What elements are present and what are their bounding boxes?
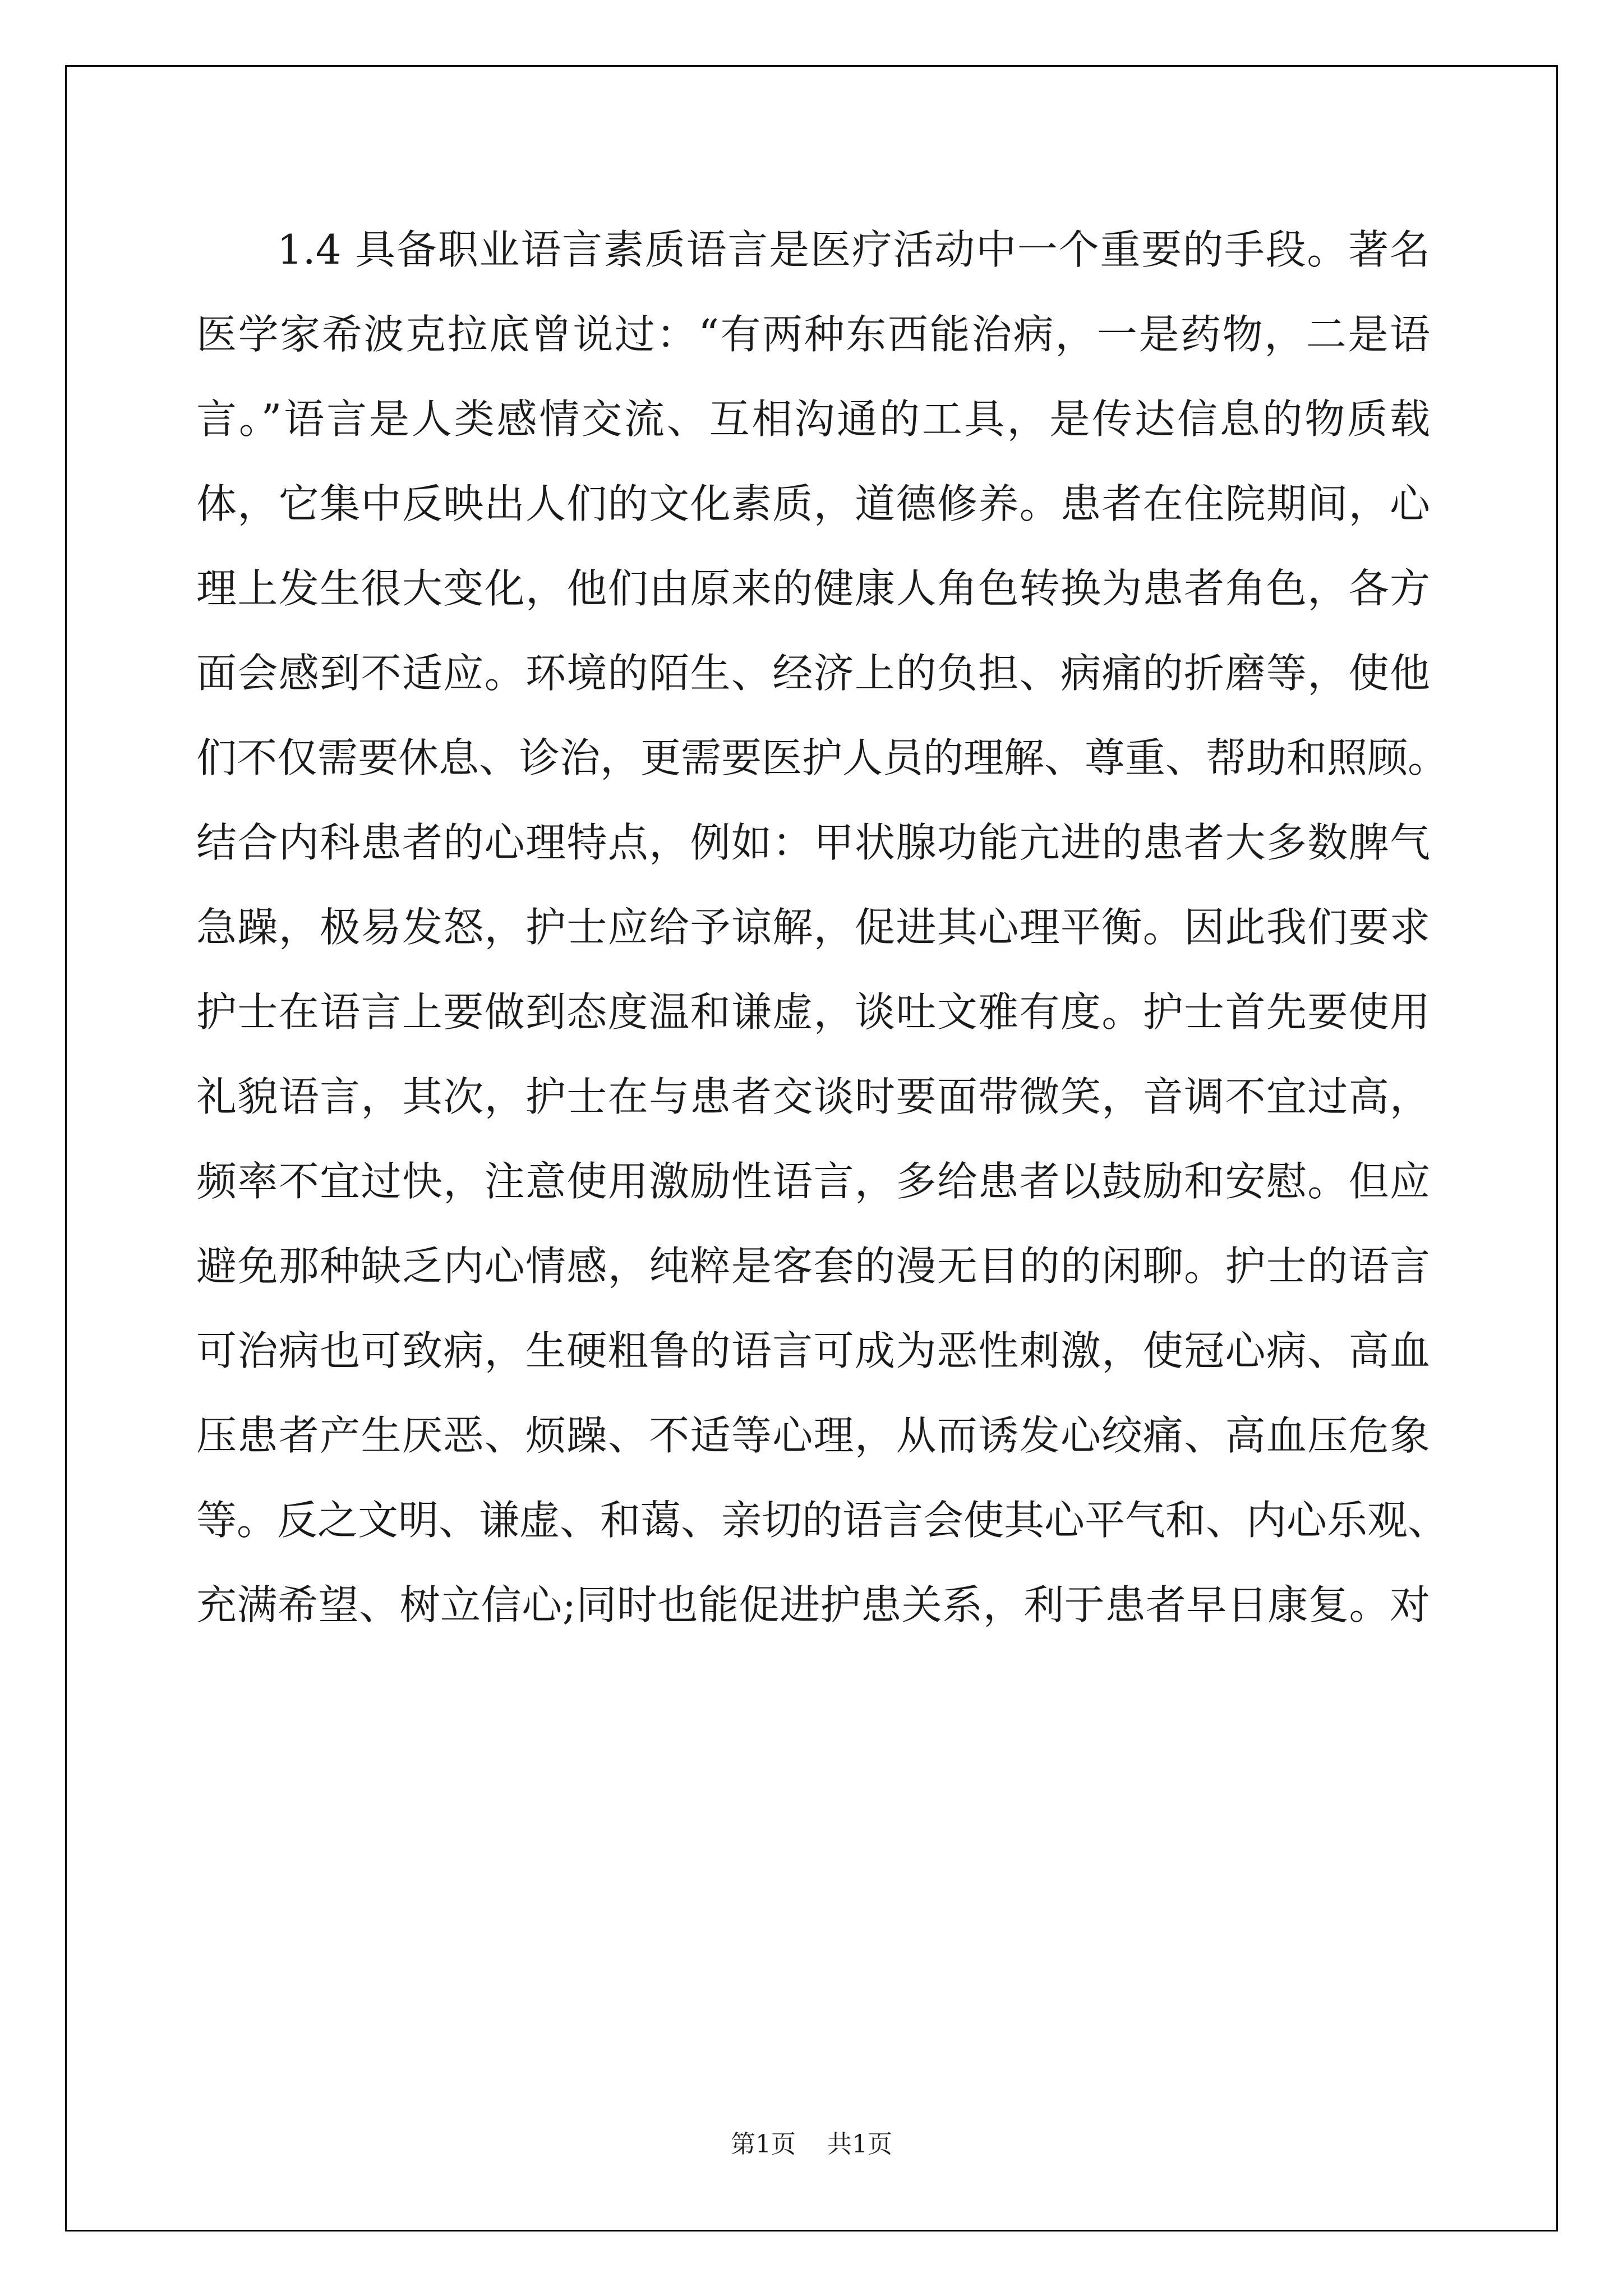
paragraph-line: 礼貌语言，其次，护士在与患者交谈时要面带微笑，音调不宜过高， [196,1073,1430,1120]
document-body [196,208,1449,1648]
paragraph-line: 护士在语言上要做到态度温和谦虚，谈吐文雅有度。护士首先要使用 [196,988,1430,1036]
paragraph-line: 体，它集中反映出人们的文化素质，道德修养。患者在住院期间，心 [196,480,1430,527]
paragraph-line: 结合内科患者的心理特点，例如：甲状腺功能亢进的患者大多数脾气 [196,819,1430,866]
paragraph-line: 言。”语言是人类感情交流、互相沟通的工具，是传达信息的物质载 [196,395,1430,443]
paragraph-line: 压患者产生厌恶、烦躁、不适等心理，从而诱发心绞痛、高血压危象 [196,1412,1430,1459]
paragraph-line: 医学家希波克拉底曾说过：“有两种东西能治病，一是药物，二是语 [196,311,1430,358]
paragraph-line: 等。反之文明、谦虚、和蔼、亲切的语言会使其心平气和、内心乐观、 [196,1497,1449,1544]
paragraph-line: 避免那种缺乏内心情感，纯粹是客套的漫无目的的闲聊。护士的语言 [196,1243,1430,1290]
paragraph-line: 急躁，极易发怒，护士应给予谅解，促进其心理平衡。因此我们要求 [196,904,1430,951]
paragraph-line: 频率不宜过快，注意使用激励性语言，多给患者以鼓励和安慰。但应 [196,1158,1430,1205]
paragraph-line: 们不仅需要休息、诊治，更需要医护人员的理解、尊重、帮助和照顾。 [196,734,1449,781]
paragraph-line: 理上发生很大变化，他们由原来的健康人角色转换为患者角色，各方 [196,565,1430,612]
paragraph-line: 1.4 具备职业语言素质语言是医疗活动中一个重要的手段。著名 [277,226,1430,273]
paragraph-line: 充满希望、树立信心;同时也能促进护患关系，利于患者早日康复。对 [196,1581,1430,1628]
page-total: 共1页 [827,2130,892,2159]
page-number: 第1页 [731,2130,796,2159]
paragraph-line: 可治病也可致病，生硬粗鲁的语言可成为恶性刺激，使冠心病、高血 [196,1327,1430,1374]
paragraph-line: 面会感到不适应。环境的陌生、经济上的负担、病痛的折磨等，使他 [196,650,1430,697]
page-footer [0,2128,1623,2161]
